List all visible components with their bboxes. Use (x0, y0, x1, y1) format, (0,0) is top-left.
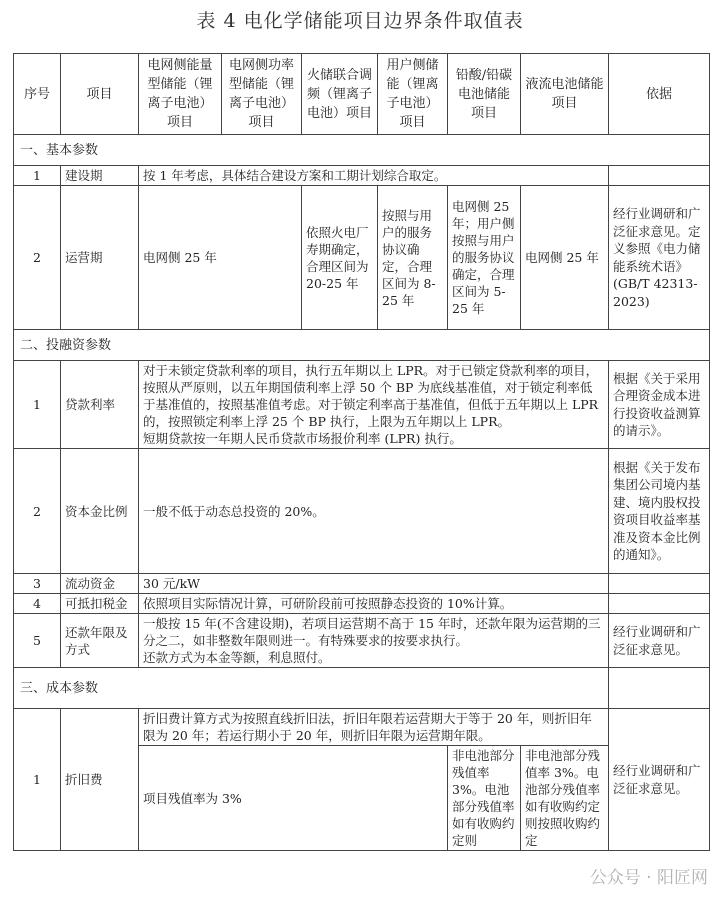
table-row (14, 614, 710, 668)
row-value (139, 361, 609, 449)
row-item: 建设期 (61, 166, 139, 186)
header-no: 序号 (14, 54, 61, 135)
row-value-text-2: 还款方式为本金等额，利息照付。 (143, 650, 331, 665)
header-lead: 铅酸/铅碳电池储能项目 (448, 54, 521, 135)
row-thermal: 依照火电厂寿期确定，合理区间为 20-25 年 (302, 186, 378, 330)
table-row (14, 186, 710, 330)
row-item: 流动资金 (61, 574, 139, 594)
row-no: 3 (14, 574, 61, 594)
row-value: 按 1 年考虑，具体结合建设方案和工期计划综合取定。 (139, 166, 609, 186)
row-no: 5 (14, 614, 61, 668)
boundary-conditions-table (13, 53, 710, 851)
header-flow: 液流电池储能项目 (521, 54, 609, 135)
row-item: 资本金比例 (61, 449, 139, 574)
watermark: 公众号 · 阳匠网 (589, 868, 708, 888)
table-row (14, 361, 710, 449)
header-row (14, 54, 710, 135)
row-item: 贷款利率 (61, 361, 139, 449)
row-item: 可抵扣税金 (61, 594, 139, 614)
residual-rate: 项目残值率为 3% (139, 746, 448, 851)
section-basis-empty (609, 668, 710, 709)
row-flow: 电网侧 25 年 (521, 186, 609, 330)
row-value-text: 一般按 15 年(不含建设期)，若项目运营期不高于 15 年时，还款年限为运营期的三分之二，如非整数年限则进一。有特殊要求的按要求执行。 (143, 616, 601, 648)
row-item: 运营期 (61, 186, 139, 330)
row-value: 30 元/kW (139, 574, 609, 594)
table-row (14, 594, 710, 614)
section-title: 三、成本参数 (14, 668, 609, 709)
table-row (14, 574, 710, 594)
header-grid-energy: 电网侧能量型储能（锂离子电池）项目 (139, 54, 222, 135)
row-lead: 电网侧 25 年；用户侧按照与用户的服务协议确定，合理区间为 5-25 年 (448, 186, 521, 330)
section-row (14, 330, 710, 361)
row-basis: 经行业调研和广泛征求意见。 (609, 614, 710, 668)
row-no: 4 (14, 594, 61, 614)
row-no: 2 (14, 449, 61, 574)
row-grid: 电网侧 25 年 (139, 186, 302, 330)
residual-flow: 非电池部分残值率 3%。电池部分残值率如有收购约定则按照收购约定 (521, 746, 609, 851)
header-grid-power: 电网侧功率型储能（锂离子电池）项目 (222, 54, 302, 135)
header-basis: 依据 (609, 54, 710, 135)
row-value: 依照项目实际情况计算，可研阶段前可按照静态投资的 10%计算。 (139, 594, 609, 614)
section-title: 二、投融资参数 (14, 330, 710, 361)
row-value-text-2: 短期贷款按一年期人民币贷款市场报价利率 (LPR) 执行。 (143, 431, 462, 446)
row-no: 1 (14, 709, 61, 851)
table-row (14, 709, 710, 746)
row-no: 1 (14, 166, 61, 186)
row-basis (609, 574, 710, 594)
row-basis (609, 166, 710, 186)
header-item: 项目 (61, 54, 139, 135)
table-row (14, 166, 710, 186)
section-title: 一、基本参数 (14, 135, 710, 166)
row-no: 2 (14, 186, 61, 330)
row-item: 还款年限及方式 (61, 614, 139, 668)
row-basis: 根据《关于采用合理资金成本进行投资收益测算的请示》。 (609, 361, 710, 449)
table-row (14, 449, 710, 574)
row-value: 一般不低于动态总投资的 20%。 (139, 449, 609, 574)
row-no: 1 (14, 361, 61, 449)
row-basis: 经行业调研和广泛征求意见。定义参照《电力储能系统术语》(GB/T 42313-2023) (609, 186, 710, 330)
residual-lead: 非电池部分残值率 3%。电池部分残值率如有收购约定则 (448, 746, 521, 851)
row-value (139, 614, 609, 668)
depreciation-method: 折旧费计算方式为按照直线折旧法，折旧年限若运营期大于等于 20 年，则折旧年限为 20 年；若运行期小于 20 年，则折旧年限为运营期年限。 (139, 709, 609, 746)
header-thermal: 火储联合调频（锂离子电池）项目 (302, 54, 378, 135)
row-value-text: 对于未锁定贷款利率的项目，执行五年期以上 LPR。对于已锁定贷款利率的项目，按照从严原则，以五年期国债利率上浮 50 个 BP 为底线基准值，对于锁定利率低于基准值的，按照基准值考虑。对于锁定利率高于基准值，但低于五年期以上 LPR 的，按照锁定利率上浮 25 个 BP 执行，上限为五年期以上 LPR。 (143, 363, 599, 429)
row-item: 折旧费 (61, 709, 139, 851)
row-user: 按照与用户的服务协议确定，合理区间为 8-25 年 (378, 186, 448, 330)
row-basis: 经行业调研和广泛征求意见。 (609, 709, 710, 851)
section-row (14, 668, 710, 709)
table-title: 表 4 电化学储能项目边界条件取值表 (196, 10, 524, 32)
row-basis: 根据《关于发布集团公司境内基建、境内股权投资项目收益率基准及资本金比例的通知》。 (609, 449, 710, 574)
row-basis (609, 594, 710, 614)
header-user: 用户侧储能（锂离子电池）项目 (378, 54, 448, 135)
section-row (14, 135, 710, 166)
